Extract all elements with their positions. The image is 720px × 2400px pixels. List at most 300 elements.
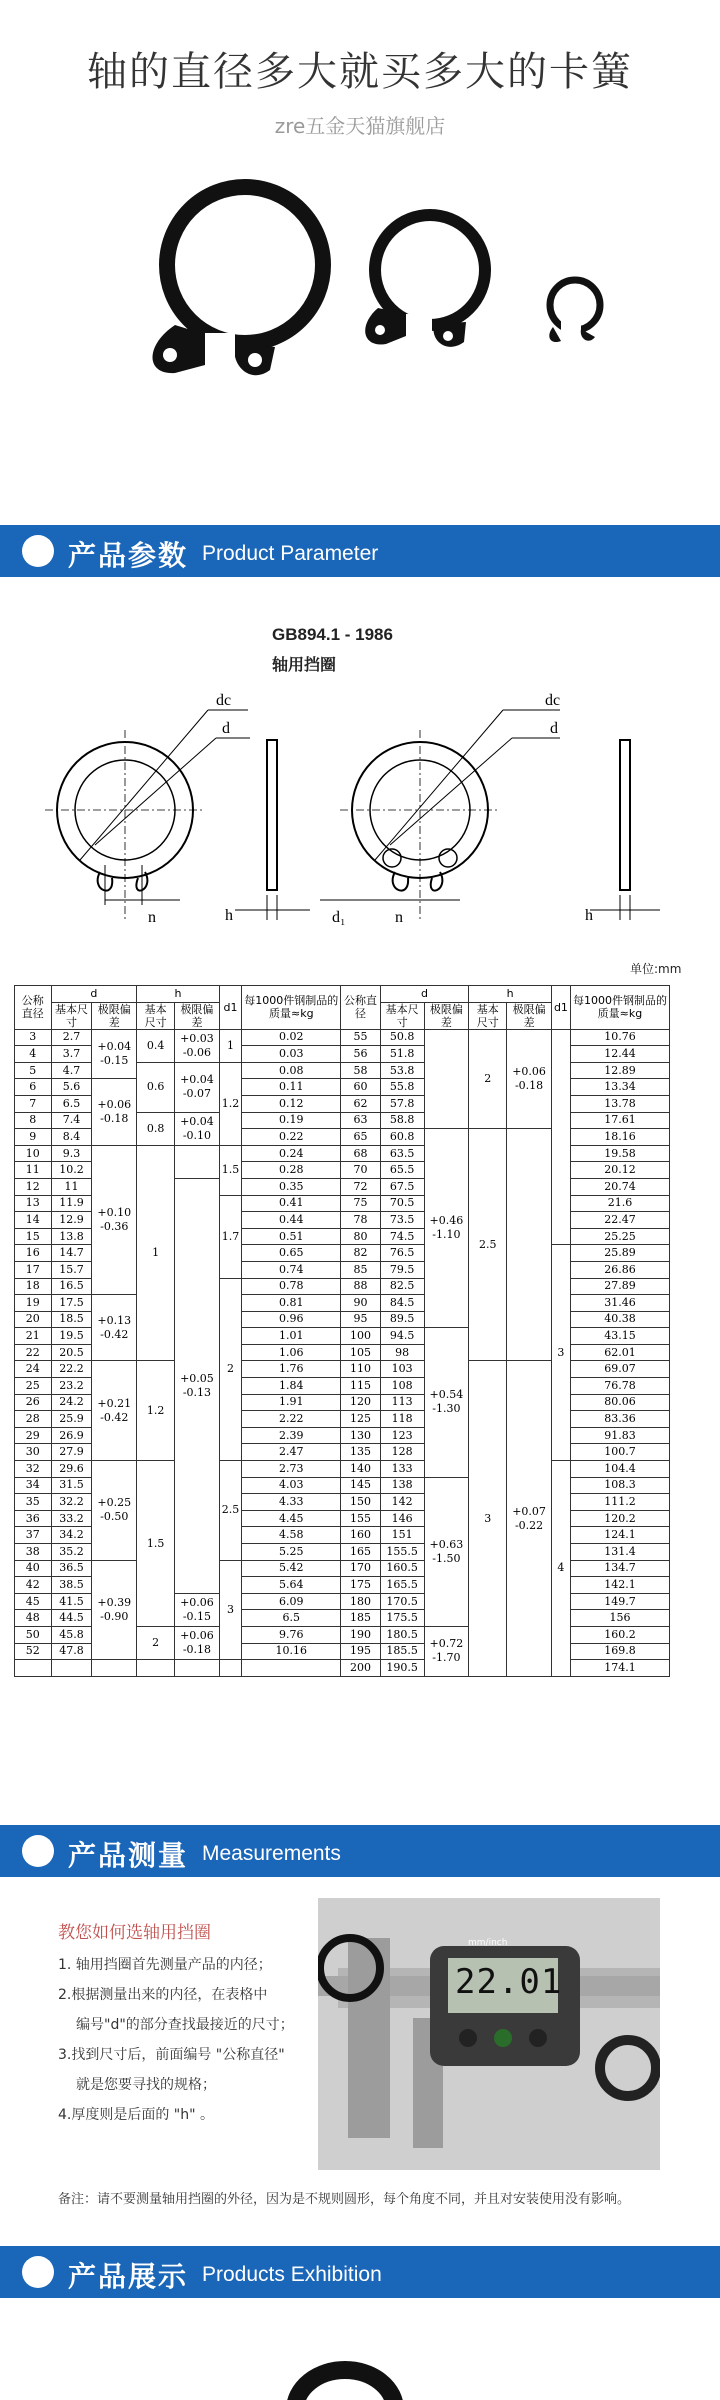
cell-d: 29.6 xyxy=(51,1461,92,1478)
cell-d: 31.5 xyxy=(51,1477,92,1494)
cell-d: 9.3 xyxy=(51,1145,92,1162)
cell-d-r: 151 xyxy=(380,1527,424,1544)
cell-mass: 0.81 xyxy=(242,1295,341,1312)
cell-nominal: 5 xyxy=(15,1062,52,1079)
cell-d-r: 190.5 xyxy=(380,1660,424,1677)
cell-d: 33.2 xyxy=(51,1510,92,1527)
cell-nominal: 52 xyxy=(15,1643,52,1660)
cell-nominal-r: 195 xyxy=(341,1643,380,1660)
th-mass-r: 每1000件钢制品的质量≈kg xyxy=(570,986,669,1030)
cell-d1-r: 4 xyxy=(551,1461,570,1677)
cell-d: 11.9 xyxy=(51,1195,92,1212)
cell-d: 26.9 xyxy=(51,1427,92,1444)
cell-d: 7.4 xyxy=(51,1112,92,1129)
cell-nominal: 20 xyxy=(15,1311,52,1328)
cell-h-tol: +0.04 -0.07 xyxy=(175,1062,220,1112)
cell-h: 0.6 xyxy=(137,1062,175,1112)
cell-nominal: 26 xyxy=(15,1394,52,1411)
cell-mass-r: 62.01 xyxy=(570,1344,669,1361)
cell-d: 32.2 xyxy=(51,1494,92,1511)
cell-d-r: 70.5 xyxy=(380,1195,424,1212)
cell-d1: 2 xyxy=(219,1278,242,1461)
cell-mass: 0.02 xyxy=(242,1029,341,1046)
cell-nominal-r: 125 xyxy=(341,1411,380,1428)
cell-nominal-r: 165 xyxy=(341,1544,380,1561)
standard-number: GB894.1 - 1986 xyxy=(272,625,393,644)
cell-d-r: 146 xyxy=(380,1510,424,1527)
cell-d-r: 160.5 xyxy=(380,1560,424,1577)
cell-nominal: 8 xyxy=(15,1112,52,1129)
cell-d: 47.8 xyxy=(51,1643,92,1660)
cell-mass-r: 156 xyxy=(570,1610,669,1627)
label-d-b: d xyxy=(550,720,558,737)
th-d-r: d xyxy=(380,986,469,1003)
cell-nominal-r: 185 xyxy=(341,1610,380,1627)
cell-mass: 0.11 xyxy=(242,1079,341,1096)
label-h-b: h xyxy=(585,907,593,924)
cell-h: 0.4 xyxy=(137,1029,175,1062)
bullet-circle-icon xyxy=(22,535,54,567)
cell-mass-r: 13.78 xyxy=(570,1095,669,1112)
step-line: 编号"d"的部分查找最接近的尺寸； xyxy=(76,2017,294,2033)
cell-mass-r: 21.6 xyxy=(570,1195,669,1212)
cell-d-r: 94.5 xyxy=(380,1328,424,1345)
section-banner-parameter xyxy=(0,525,720,577)
cell-nominal-r: 160 xyxy=(341,1527,380,1544)
measure-heading: 教您如何选轴用挡圈 xyxy=(58,1923,211,1943)
table-row xyxy=(15,1461,670,1478)
cell-d-r: 63.5 xyxy=(380,1145,424,1162)
cell-d: 12.9 xyxy=(51,1212,92,1229)
cell-mass-r: 174.1 xyxy=(570,1660,669,1677)
cell-mass-r: 10.76 xyxy=(570,1029,669,1046)
cell-d: 2.7 xyxy=(51,1029,92,1046)
cell-nominal-r: 78 xyxy=(341,1212,380,1229)
cell-nominal-r: 80 xyxy=(341,1228,380,1245)
label-d1: d₁ xyxy=(332,909,346,926)
cell-nominal: 15 xyxy=(15,1228,52,1245)
cell-mass-r: 104.4 xyxy=(570,1461,669,1478)
cell-mass-r: 25.89 xyxy=(570,1245,669,1262)
cell-mass: 0.65 xyxy=(242,1245,341,1262)
cell-nominal-r: 115 xyxy=(341,1378,380,1395)
cell-nominal-r: 70 xyxy=(341,1162,380,1179)
label-n-b: n xyxy=(395,909,403,926)
cell-h: 1.2 xyxy=(137,1361,175,1461)
cell-d: 24.2 xyxy=(51,1394,92,1411)
cell-h: 0.8 xyxy=(137,1112,175,1145)
cell-d-r: 128 xyxy=(380,1444,424,1461)
cell-mass-r: 12.44 xyxy=(570,1046,669,1063)
cell-nominal: 40 xyxy=(15,1560,52,1577)
table-row xyxy=(15,1660,670,1677)
cell-nominal-r: 60 xyxy=(341,1079,380,1096)
cell-d-r: 98 xyxy=(380,1344,424,1361)
cell-d-r: 65.5 xyxy=(380,1162,424,1179)
caliper-reading: 22.01 xyxy=(455,1962,563,2002)
cell-d-r: 53.8 xyxy=(380,1062,424,1079)
cell-d1-r: 3 xyxy=(551,1245,570,1461)
cell-d: 44.5 xyxy=(51,1610,92,1627)
cell-nominal: 13 xyxy=(15,1195,52,1212)
label-dc-b: dc xyxy=(545,692,561,709)
cell-mass: 1.76 xyxy=(242,1361,341,1378)
cell-nominal: 16 xyxy=(15,1245,52,1262)
cell-nominal: 6 xyxy=(15,1079,52,1096)
cell-d: 19.5 xyxy=(51,1328,92,1345)
cell-d1: 1.5 xyxy=(219,1145,242,1195)
cell-d-tol: +0.39 -0.90 xyxy=(92,1560,137,1660)
caliper-photo xyxy=(318,1898,660,2170)
th-d1: d1 xyxy=(219,986,242,1030)
cell-mass: 1.01 xyxy=(242,1328,341,1345)
cell-mass-r: 134.7 xyxy=(570,1560,669,1577)
cell-d: 11 xyxy=(51,1178,92,1195)
cell-mass: 0.08 xyxy=(242,1062,341,1079)
cell-nominal: 36 xyxy=(15,1510,52,1527)
cell-nominal: 24 xyxy=(15,1361,52,1378)
cell-mass-r: 12.89 xyxy=(570,1062,669,1079)
cell-mass: 4.58 xyxy=(242,1527,341,1544)
cell-d: 4.7 xyxy=(51,1062,92,1079)
cell-mass-r: 25.25 xyxy=(570,1228,669,1245)
measure-steps xyxy=(58,1950,316,2130)
cell-d-r: 58.8 xyxy=(380,1112,424,1129)
cell-nominal-r: 140 xyxy=(341,1461,380,1478)
cell-h-tol-r: +0.06 -0.18 xyxy=(507,1029,552,1129)
cell-d: 27.9 xyxy=(51,1444,92,1461)
cell-mass-r: 120.2 xyxy=(570,1510,669,1527)
cell-h-tol: +0.04 -0.10 xyxy=(175,1112,220,1145)
cell-d-tol: +0.25 -0.50 xyxy=(92,1461,137,1561)
cell-d: 23.2 xyxy=(51,1378,92,1395)
table-row xyxy=(15,1029,670,1046)
cell-nominal: 18 xyxy=(15,1278,52,1295)
th-mass: 每1000件钢制品的质量≈kg xyxy=(242,986,341,1030)
cell-d: 16.5 xyxy=(51,1278,92,1295)
cell-nominal-r: 85 xyxy=(341,1261,380,1278)
cell-mass: 2.39 xyxy=(242,1427,341,1444)
section-banner-measure xyxy=(0,1825,720,1877)
cell-mass: 6.5 xyxy=(242,1610,341,1627)
cell-nominal-r: 56 xyxy=(341,1046,380,1063)
cell-mass: 0.22 xyxy=(242,1129,341,1146)
cell-h-tol-r xyxy=(507,1129,552,1361)
cell-mass: 2.22 xyxy=(242,1411,341,1428)
cell-d-r: 103 xyxy=(380,1361,424,1378)
cell-h-r: 3 xyxy=(469,1361,507,1676)
cell-nominal-r: 130 xyxy=(341,1427,380,1444)
cell-d-r: 170.5 xyxy=(380,1593,424,1610)
cell-nominal-r: 72 xyxy=(341,1178,380,1195)
label-n: n xyxy=(148,909,156,926)
cell-d-tol: +0.13 -0.42 xyxy=(92,1295,137,1361)
table-row xyxy=(15,1079,670,1096)
th-nominal: 公称直径 xyxy=(15,986,52,1030)
cell-empty xyxy=(242,1660,341,1677)
cell-d-tol: +0.06 -0.18 xyxy=(92,1079,137,1145)
cell-h: 1 xyxy=(137,1145,175,1361)
cell-mass: 10.16 xyxy=(242,1643,341,1660)
cell-d: 45.8 xyxy=(51,1626,92,1643)
spec-table xyxy=(14,985,670,1677)
label-d: d xyxy=(222,720,230,737)
cell-nominal: 11 xyxy=(15,1162,52,1179)
cell-nominal-r: 58 xyxy=(341,1062,380,1079)
cell-d1: 1.2 xyxy=(219,1062,242,1145)
cell-d-r: 138 xyxy=(380,1477,424,1494)
cell-mass-r: 111.2 xyxy=(570,1494,669,1511)
cell-nominal-r: 150 xyxy=(341,1494,380,1511)
cell-mass-r: 22.47 xyxy=(570,1212,669,1229)
section-title-cn: 产品测量 xyxy=(68,1839,189,1872)
cell-mass-r: 83.36 xyxy=(570,1411,669,1428)
cell-d1: 1.7 xyxy=(219,1195,242,1278)
cell-nominal: 45 xyxy=(15,1593,52,1610)
cell-nominal-r: 170 xyxy=(341,1560,380,1577)
th-tol: 极限偏差 xyxy=(175,1002,220,1029)
cell-d: 5.6 xyxy=(51,1079,92,1096)
cell-mass: 0.41 xyxy=(242,1195,341,1212)
cell-d-tol: +0.04 -0.15 xyxy=(92,1029,137,1079)
cell-nominal-r: 200 xyxy=(341,1660,380,1677)
cell-nominal: 35 xyxy=(15,1494,52,1511)
exhibition-ring-image xyxy=(0,2340,720,2400)
cell-mass: 1.91 xyxy=(242,1394,341,1411)
cell-empty xyxy=(219,1660,242,1677)
cell-nominal-r: 55 xyxy=(341,1029,380,1046)
cell-d: 38.5 xyxy=(51,1577,92,1594)
cell-mass: 1.84 xyxy=(242,1378,341,1395)
cell-d: 18.5 xyxy=(51,1311,92,1328)
cell-d: 14.7 xyxy=(51,1245,92,1262)
cell-nominal-r: 110 xyxy=(341,1361,380,1378)
cell-mass-r: 69.07 xyxy=(570,1361,669,1378)
cell-nominal: 19 xyxy=(15,1295,52,1312)
cell-d-r: 118 xyxy=(380,1411,424,1428)
th-d1-r: d1 xyxy=(551,986,570,1030)
cell-mass-r: 26.86 xyxy=(570,1261,669,1278)
cell-nominal: 12 xyxy=(15,1178,52,1195)
th-h: h xyxy=(137,986,220,1003)
th-tol-r: 极限偏差 xyxy=(507,1002,552,1029)
cell-d: 35.2 xyxy=(51,1544,92,1561)
cell-nominal-r: 100 xyxy=(341,1328,380,1345)
step-line: 4.厚度则是后面的 "h" 。 xyxy=(58,2107,215,2123)
cell-nominal: 37 xyxy=(15,1527,52,1544)
cell-nominal-r: 68 xyxy=(341,1145,380,1162)
cell-d: 22.2 xyxy=(51,1361,92,1378)
cell-d-tol: +0.21 -0.42 xyxy=(92,1361,137,1461)
cell-nominal: 22 xyxy=(15,1344,52,1361)
unit-label: 单位:mm xyxy=(630,962,682,976)
cell-nominal: 25 xyxy=(15,1378,52,1395)
cell-mass-r: 31.46 xyxy=(570,1295,669,1312)
cell-mass: 6.09 xyxy=(242,1593,341,1610)
cell-nominal-r: 90 xyxy=(341,1295,380,1312)
cell-nominal: 28 xyxy=(15,1411,52,1428)
cell-nominal-r: 145 xyxy=(341,1477,380,1494)
cell-mass-r: 18.16 xyxy=(570,1129,669,1146)
cell-nominal: 7 xyxy=(15,1095,52,1112)
cell-mass: 9.76 xyxy=(242,1626,341,1643)
cell-mass: 0.19 xyxy=(242,1112,341,1129)
cell-d-r: 133 xyxy=(380,1461,424,1478)
section-banner-exhibition xyxy=(0,2246,720,2298)
cell-empty xyxy=(92,1660,137,1677)
measure-note: 备注：请不要测量轴用挡圈的外径，因为是不规则圆形，每个角度不同，并且对安装使用没有影响。 xyxy=(58,2192,631,2207)
cell-nominal: 17 xyxy=(15,1261,52,1278)
cell-mass: 0.74 xyxy=(242,1261,341,1278)
cell-nominal-r: 88 xyxy=(341,1278,380,1295)
cell-mass: 4.33 xyxy=(242,1494,341,1511)
cell-d-r: 73.5 xyxy=(380,1212,424,1229)
table-row xyxy=(15,1361,670,1378)
cell-nominal: 21 xyxy=(15,1328,52,1345)
cell-mass: 2.47 xyxy=(242,1444,341,1461)
cell-d: 41.5 xyxy=(51,1593,92,1610)
cell-d: 10.2 xyxy=(51,1162,92,1179)
cell-nominal: 3 xyxy=(15,1029,52,1046)
cell-d: 25.9 xyxy=(51,1411,92,1428)
cell-nominal-r: 155 xyxy=(341,1510,380,1527)
table-row xyxy=(15,1560,670,1577)
cell-d: 13.8 xyxy=(51,1228,92,1245)
cell-nominal: 50 xyxy=(15,1626,52,1643)
cell-d: 20.5 xyxy=(51,1344,92,1361)
cell-mass-r: 169.8 xyxy=(570,1643,669,1660)
step-line: 2.根据测量出来的内径，在表格中 xyxy=(58,1987,268,2003)
cell-d-tol-r: +0.46 -1.10 xyxy=(424,1129,469,1328)
th-basic: 基本尺寸 xyxy=(137,1002,175,1029)
cell-mass-r: 43.15 xyxy=(570,1328,669,1345)
shop-name: zre五金天猫旗舰店 xyxy=(274,114,446,138)
th-basic-r: 基本尺寸 xyxy=(469,1002,507,1029)
section-title-en: Products Exhibition xyxy=(202,2263,382,2286)
cell-mass: 5.25 xyxy=(242,1544,341,1561)
th-basic-r: 基本尺寸 xyxy=(380,1002,424,1029)
section-title-en: Product Parameter xyxy=(202,542,379,565)
cell-mass-r: 149.7 xyxy=(570,1593,669,1610)
cell-nominal-r: 65 xyxy=(341,1129,380,1146)
cell-empty xyxy=(175,1660,220,1677)
cell-nominal: 29 xyxy=(15,1427,52,1444)
cell-d-r: 57.8 xyxy=(380,1095,424,1112)
cell-mass: 0.35 xyxy=(242,1178,341,1195)
cell-d-r: 50.8 xyxy=(380,1029,424,1046)
cell-d-r: 60.8 xyxy=(380,1129,424,1146)
drawing-type-b xyxy=(320,710,660,920)
bullet-circle-icon xyxy=(22,2256,54,2288)
cell-d: 17.5 xyxy=(51,1295,92,1312)
cell-mass: 5.42 xyxy=(242,1560,341,1577)
cell-mass-r: 80.06 xyxy=(570,1394,669,1411)
cell-mass-r: 108.3 xyxy=(570,1477,669,1494)
step-line: 1. 轴用挡圈首先测量产品的内径； xyxy=(58,1957,272,1973)
cell-d-r: 142 xyxy=(380,1494,424,1511)
cell-d-r: 155.5 xyxy=(380,1544,424,1561)
cell-d-r: 108 xyxy=(380,1378,424,1395)
cell-nominal: 42 xyxy=(15,1577,52,1594)
cell-mass: 0.24 xyxy=(242,1145,341,1162)
cell-mass: 0.51 xyxy=(242,1228,341,1245)
cell-nominal: 9 xyxy=(15,1129,52,1146)
cell-nominal: 32 xyxy=(15,1461,52,1478)
cell-d-tol-r: +0.72 -1.70 xyxy=(424,1626,469,1676)
step-line: 就是您要寻找的规格； xyxy=(76,2077,216,2093)
cell-d: 15.7 xyxy=(51,1261,92,1278)
cell-mass-r: 17.61 xyxy=(570,1112,669,1129)
section-title-cn: 产品展示 xyxy=(68,2260,189,2293)
cell-d-r: 82.5 xyxy=(380,1278,424,1295)
cell-d-r: 123 xyxy=(380,1427,424,1444)
cell-nominal-r: 82 xyxy=(341,1245,380,1262)
page-title: 轴的直径多大就买多大的卡簧 xyxy=(87,49,633,95)
cell-h-tol: +0.03 -0.06 xyxy=(175,1029,220,1062)
cell-mass-r: 91.83 xyxy=(570,1427,669,1444)
cell-mass: 4.03 xyxy=(242,1477,341,1494)
cell-mass-r: 20.12 xyxy=(570,1162,669,1179)
cell-nominal-r: 62 xyxy=(341,1095,380,1112)
cell-mass-r: 40.38 xyxy=(570,1311,669,1328)
th-tol: 极限偏差 xyxy=(92,1002,137,1029)
cell-empty xyxy=(51,1660,92,1677)
cell-d1: 2.5 xyxy=(219,1461,242,1561)
cell-mass-r: 100.7 xyxy=(570,1444,669,1461)
cell-mass-r: 160.2 xyxy=(570,1626,669,1643)
cell-h-r: 2.5 xyxy=(469,1129,507,1361)
cell-nominal-r: 190 xyxy=(341,1626,380,1643)
cell-h: 1.5 xyxy=(137,1461,175,1627)
cell-mass-r: 27.89 xyxy=(570,1278,669,1295)
cell-mass: 0.28 xyxy=(242,1162,341,1179)
drawing-type-a xyxy=(45,710,310,920)
cell-d-tol-r: +0.63 -1.50 xyxy=(424,1477,469,1626)
caliper-unit-label: mm/inch xyxy=(468,1938,508,1948)
bullet-circle-icon xyxy=(22,1835,54,1867)
section-title-en: Measurements xyxy=(202,1842,341,1865)
cell-d-r: 185.5 xyxy=(380,1643,424,1660)
cell-h-tol-r: +0.07 -0.22 xyxy=(507,1361,552,1676)
cell-mass: 4.45 xyxy=(242,1510,341,1527)
cell-mass-r: 20.74 xyxy=(570,1178,669,1195)
cell-nominal: 38 xyxy=(15,1544,52,1561)
cell-nominal: 34 xyxy=(15,1477,52,1494)
cell-mass: 1.06 xyxy=(242,1344,341,1361)
cell-d-r: 51.8 xyxy=(380,1046,424,1063)
table-row xyxy=(15,1145,670,1162)
cell-nominal: 4 xyxy=(15,1046,52,1063)
cell-d1-r xyxy=(551,1029,570,1245)
cell-h-tol xyxy=(175,1145,220,1178)
cell-d-r: 84.5 xyxy=(380,1295,424,1312)
cell-nominal-r: 175 xyxy=(341,1577,380,1594)
cell-empty xyxy=(15,1660,52,1677)
cell-nominal-r: 95 xyxy=(341,1311,380,1328)
th-d: d xyxy=(51,986,137,1003)
hero-rings-image xyxy=(0,170,720,430)
cell-mass: 0.03 xyxy=(242,1046,341,1063)
cell-d-r: 67.5 xyxy=(380,1178,424,1195)
table-row xyxy=(15,1295,670,1312)
cell-mass: 0.96 xyxy=(242,1311,341,1328)
medium-retaining-ring xyxy=(365,215,485,347)
step-line: 3.找到尺寸后，前面编号 "公称直径" xyxy=(58,2047,285,2063)
cell-d-r: 76.5 xyxy=(380,1245,424,1262)
cell-nominal: 14 xyxy=(15,1212,52,1229)
cell-h-tol: +0.05 -0.13 xyxy=(175,1178,220,1593)
cell-mass: 0.44 xyxy=(242,1212,341,1229)
